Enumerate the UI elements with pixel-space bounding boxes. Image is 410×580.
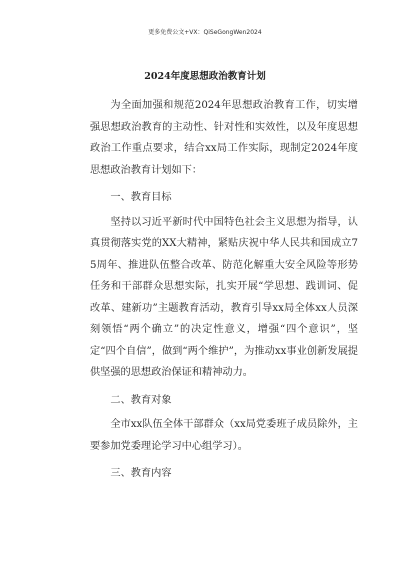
header-watermark: 更多免费公文+VX：QiSeGongWen2024 (148, 29, 262, 36)
section-heading-goals: 一、教育目标 (110, 192, 172, 203)
document-title: 2024年度思想政治教育计划 (144, 71, 266, 82)
intro-paragraph: 为全面加强和规范2024年思想政治教育工作，切实增强思想政治教育的主动性、针对性和实效性，以及年度思想政治工作重点要求，结合xx局工作实际，现制定2024年度思想政治教育计划如下： (90, 100, 358, 176)
goals-paragraph: 坚持以习近平新时代中国特色社会主义思想为指导，认真贯彻落实党的XX大精神，紧贴庆祝中华人民共和国成立75周年、推进队伍整合改革、防范化解重大安全风险等形势任务和干部群众思想实际，扎实开展“学思想、践训词、促改革、建新功”主题教育活动，教育引导xx局全体xx人员深刻领悟“两个确立”的决定性意义，增强“四个意识”，坚定“四个自信”，做到“两个维护”，为推动xx事业创新发展提供坚强的思想政治保证和精神动力。 (90, 216, 358, 378)
section-heading-content: 三、教育内容 (110, 468, 172, 479)
document-body (90, 95, 358, 488)
section-heading-audience: 二、教育对象 (110, 394, 172, 406)
audience-paragraph: 全市xx队伍全体干部群众（xx局党委班子成员除外，主要参加党委理论学习中心组学习）。 (90, 419, 358, 452)
